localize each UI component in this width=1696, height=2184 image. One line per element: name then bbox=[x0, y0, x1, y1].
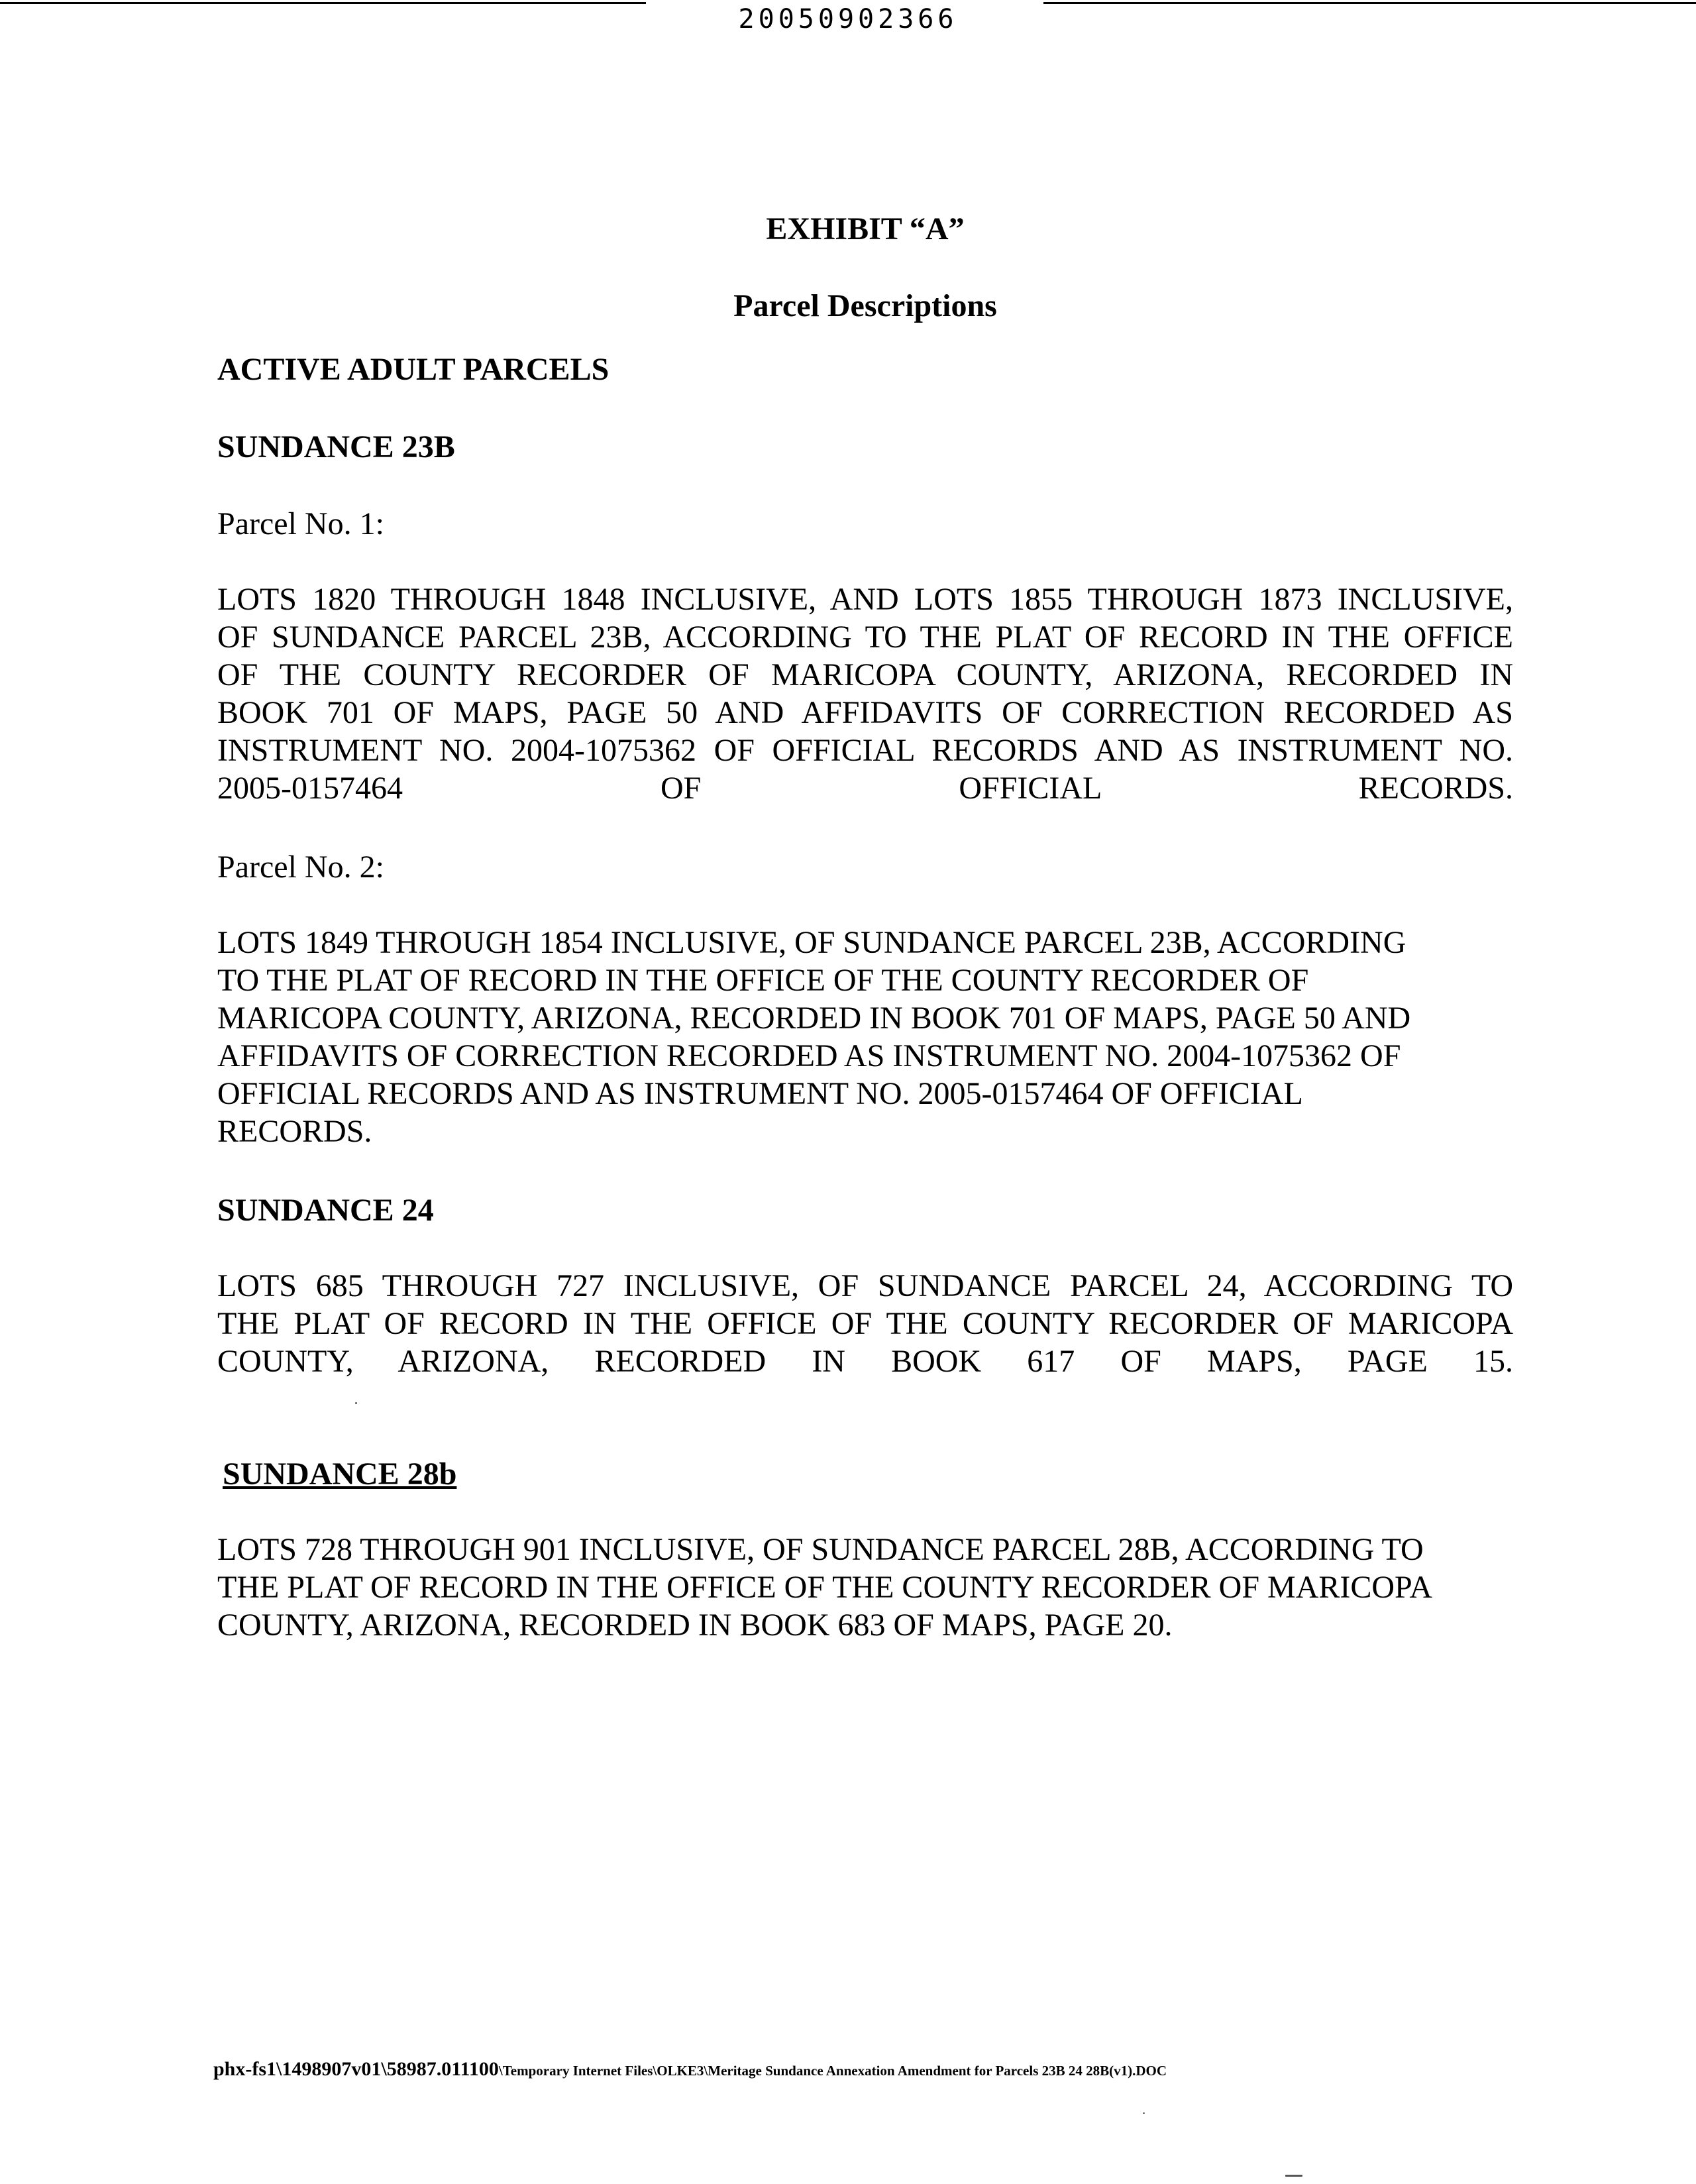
parcel-1-label: Parcel No. 1: bbox=[217, 506, 384, 541]
sundance-28b-description bbox=[217, 1531, 1513, 1644]
section-heading-sundance-28b: SUNDANCE 28b bbox=[223, 1456, 457, 1492]
footer-file-path: \Temporary Internet Files\OLKE3\Meritage Sundance Annexation Amendment for Parcels 23B 24 28B(v1).DOC bbox=[498, 2063, 1167, 2079]
paragraph-line: TO THE PLAT OF RECORD IN THE OFFICE OF THE COUNTY RECORDER OF bbox=[217, 963, 1309, 998]
section-heading-sundance-23b: SUNDANCE 23B bbox=[217, 429, 455, 464]
footer-file-id: phx-fs1\1498907v01\58987.011100 bbox=[213, 2058, 499, 2080]
exhibit-title: EXHIBIT “A” bbox=[766, 211, 965, 246]
parcel-2-description bbox=[217, 924, 1513, 1150]
recording-number: 20050902366 bbox=[738, 4, 958, 34]
paragraph-line: OF THE COUNTY RECORDER OF MARICOPA COUNTY, ARIZONA, RECORDED IN bbox=[217, 657, 1513, 692]
paragraph-line: BOOK 701 OF MAPS, PAGE 50 AND AFFIDAVITS OF CORRECTION RECORDED AS bbox=[217, 695, 1513, 730]
parcel-2-label: Parcel No. 2: bbox=[217, 849, 384, 885]
sundance-24-description bbox=[217, 1267, 1513, 1380]
paragraph-line: RECORDS. bbox=[217, 1114, 372, 1149]
footer-file-reference bbox=[213, 2058, 1167, 2081]
paragraph-line: THE PLAT OF RECORD IN THE OFFICE OF THE COUNTY RECORDER OF MARICOPA bbox=[217, 1570, 1433, 1605]
paragraph-line: OFFICIAL RECORDS AND AS INSTRUMENT NO. 2005-0157464 OF OFFICIAL bbox=[217, 1076, 1303, 1111]
paragraph-line: LOTS 1849 THROUGH 1854 INCLUSIVE, OF SUNDANCE PARCEL 23B, ACCORDING bbox=[217, 925, 1406, 960]
paragraph-line: OF SUNDANCE PARCEL 23B, ACCORDING TO THE PLAT OF RECORD IN THE OFFICE bbox=[217, 620, 1513, 655]
paragraph-line: 2005-0157464 OF OFFICIAL RECORDS. bbox=[217, 771, 1513, 806]
paragraph-line: LOTS 1820 THROUGH 1848 INCLUSIVE, AND LOTS 1855 THROUGH 1873 INCLUSIVE, bbox=[217, 582, 1513, 617]
paragraph-line: INSTRUMENT NO. 2004-1075362 OF OFFICIAL RECORDS AND AS INSTRUMENT NO. bbox=[217, 733, 1513, 768]
scan-speck bbox=[1285, 2175, 1302, 2177]
scan-speck bbox=[355, 1402, 357, 1404]
paragraph-line: LOTS 685 THROUGH 727 INCLUSIVE, OF SUNDANCE PARCEL 24, ACCORDING TO bbox=[217, 1268, 1513, 1303]
section-heading-sundance-24: SUNDANCE 24 bbox=[217, 1193, 434, 1228]
paragraph-line: COUNTY, ARIZONA, RECORDED IN BOOK 683 OF MAPS, PAGE 20. bbox=[217, 1608, 1173, 1643]
paragraph-line: COUNTY, ARIZONA, RECORDED IN BOOK 617 OF MAPS, PAGE 15. bbox=[217, 1344, 1513, 1379]
scan-speck bbox=[1143, 2112, 1145, 2114]
paragraph-line: MARICOPA COUNTY, ARIZONA, RECORDED IN BOOK 701 OF MAPS, PAGE 50 AND bbox=[217, 1001, 1411, 1036]
document-subtitle: Parcel Descriptions bbox=[733, 288, 997, 323]
parcel-1-description bbox=[217, 580, 1513, 807]
paragraph-line: THE PLAT OF RECORD IN THE OFFICE OF THE COUNTY RECORDER OF MARICOPA bbox=[217, 1306, 1513, 1341]
paragraph-line: LOTS 728 THROUGH 901 INCLUSIVE, OF SUNDANCE PARCEL 28B, ACCORDING TO bbox=[217, 1532, 1424, 1567]
section-heading-active-adult: ACTIVE ADULT PARCELS bbox=[217, 352, 610, 387]
paragraph-line: AFFIDAVITS OF CORRECTION RECORDED AS INSTRUMENT NO. 2004-1075362 OF bbox=[217, 1038, 1401, 1073]
